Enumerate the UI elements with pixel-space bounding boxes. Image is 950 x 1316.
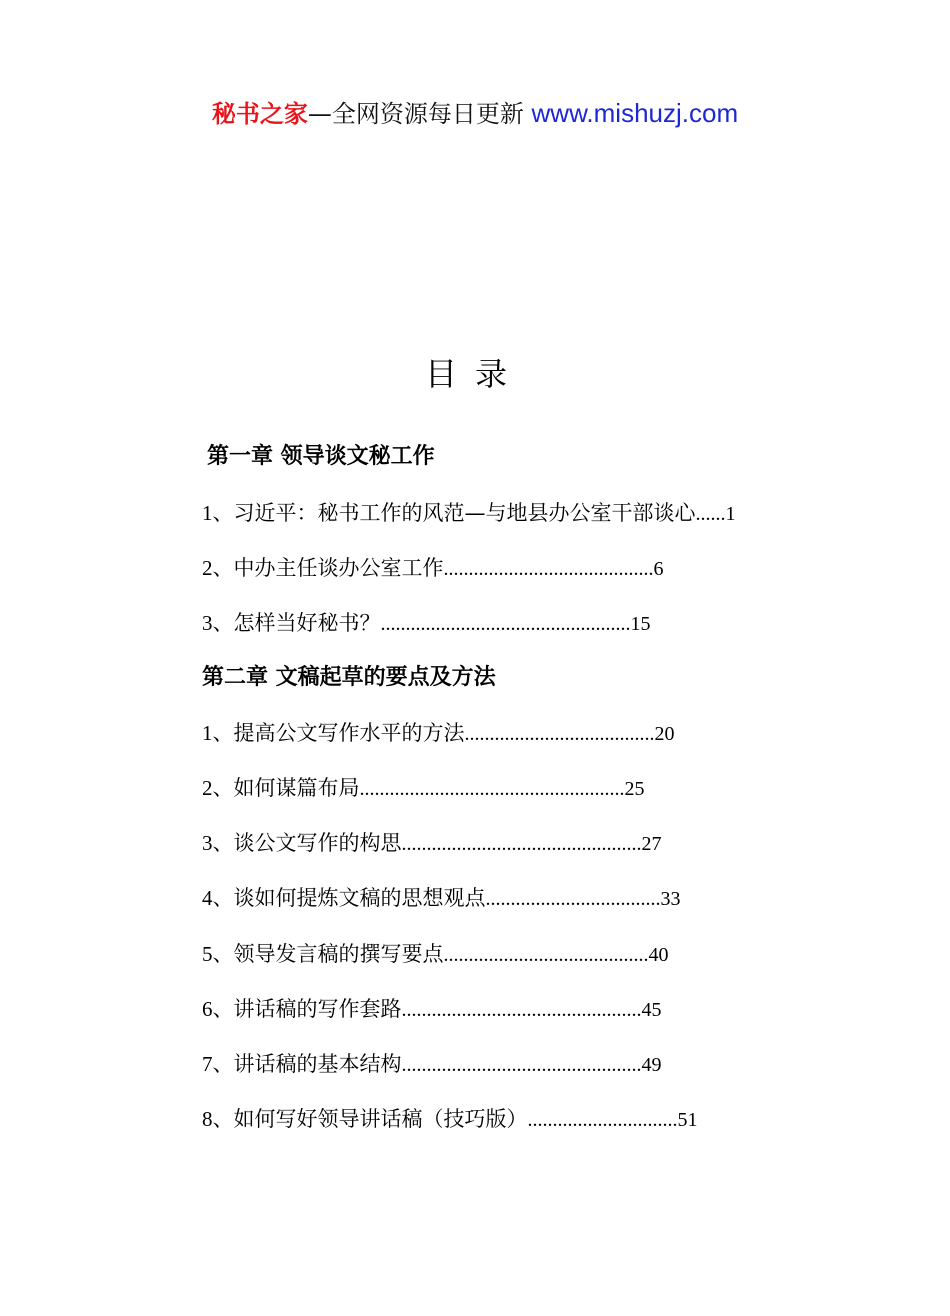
- entry-number: 1、: [202, 501, 234, 525]
- page-number: 51: [677, 1109, 698, 1131]
- entry-text: 怎样当好秘书？: [233, 611, 381, 635]
- site-url-link[interactable]: www.mishuzj.com: [531, 98, 739, 128]
- toc-entry[interactable]: [202, 1104, 698, 1135]
- leader-dots: ..............................: [527, 1109, 678, 1131]
- entry-number: 2、: [202, 776, 234, 800]
- toc-entry[interactable]: [202, 553, 664, 584]
- entry-text: 提高公文写作水平的方法: [233, 721, 465, 745]
- entry-text: 中办主任谈办公室工作: [233, 556, 444, 580]
- toc-entry[interactable]: [202, 828, 662, 859]
- page-number: 20: [654, 723, 675, 745]
- leader-dots: .........................................: [443, 944, 649, 966]
- leader-dots: .....................................................: [359, 778, 625, 800]
- toc-entry[interactable]: [202, 498, 736, 529]
- entry-text: 谈如何提炼文稿的思想观点: [233, 886, 486, 910]
- leader-dots: ......................................: [464, 723, 655, 745]
- entry-text: 如何写好领导讲话稿（技巧版）: [233, 1107, 528, 1131]
- leader-dots: ................................................: [401, 999, 642, 1021]
- chapter-heading: 第一章 领导谈文秘工作: [207, 444, 435, 469]
- chapter-heading: 第二章 文稿起草的要点及方法: [202, 665, 496, 690]
- site-header: [0, 96, 950, 131]
- entry-text: 如何谋篇布局: [233, 776, 360, 800]
- leader-dots: ......: [695, 503, 726, 525]
- entry-text: 习近平：秘书工作的风范—与地县办公室干部谈心: [233, 501, 696, 525]
- leader-dots: ..........................................: [443, 558, 654, 580]
- leader-dots: ................................................: [401, 1054, 642, 1076]
- entry-number: 5、: [202, 942, 234, 966]
- toc-entry[interactable]: [202, 1049, 662, 1080]
- toc-entry[interactable]: [202, 994, 662, 1025]
- page-number: 49: [641, 1054, 662, 1076]
- entry-text: 讲话稿的基本结构: [233, 1052, 402, 1076]
- entry-number: 3、: [202, 831, 234, 855]
- entry-text: 讲话稿的写作套路: [233, 997, 402, 1021]
- leader-dots: ..................................................: [380, 613, 631, 635]
- toc-entry[interactable]: [202, 883, 681, 914]
- entry-number: 7、: [202, 1052, 234, 1076]
- page-number: 1: [725, 503, 736, 525]
- entry-number: 8、: [202, 1107, 234, 1131]
- entry-text: 领导发言稿的撰写要点: [233, 942, 444, 966]
- page-number: 27: [641, 833, 662, 855]
- page-number: 33: [660, 888, 681, 910]
- toc-entry[interactable]: [202, 608, 651, 639]
- entry-number: 4、: [202, 886, 234, 910]
- page-number: 6: [653, 558, 664, 580]
- toc-entry[interactable]: [202, 939, 669, 970]
- entry-text: 谈公文写作的构思: [233, 831, 402, 855]
- page-number: 15: [630, 613, 651, 635]
- leader-dots: ................................................: [401, 833, 642, 855]
- page-number: 40: [648, 944, 669, 966]
- leader-dots: ...................................: [485, 888, 661, 910]
- page-number: 25: [624, 778, 645, 800]
- toc-entry[interactable]: [202, 773, 645, 804]
- slogan: —全网资源每日更新: [307, 100, 524, 128]
- entry-number: 2、: [202, 556, 234, 580]
- entry-number: 1、: [202, 721, 234, 745]
- toc-entry[interactable]: [202, 718, 675, 749]
- entry-number: 6、: [202, 997, 234, 1021]
- brand-name: 秘书之家: [211, 100, 308, 128]
- entry-number: 3、: [202, 611, 234, 635]
- toc-title: 目录: [424, 355, 525, 393]
- page-number: 45: [641, 999, 662, 1021]
